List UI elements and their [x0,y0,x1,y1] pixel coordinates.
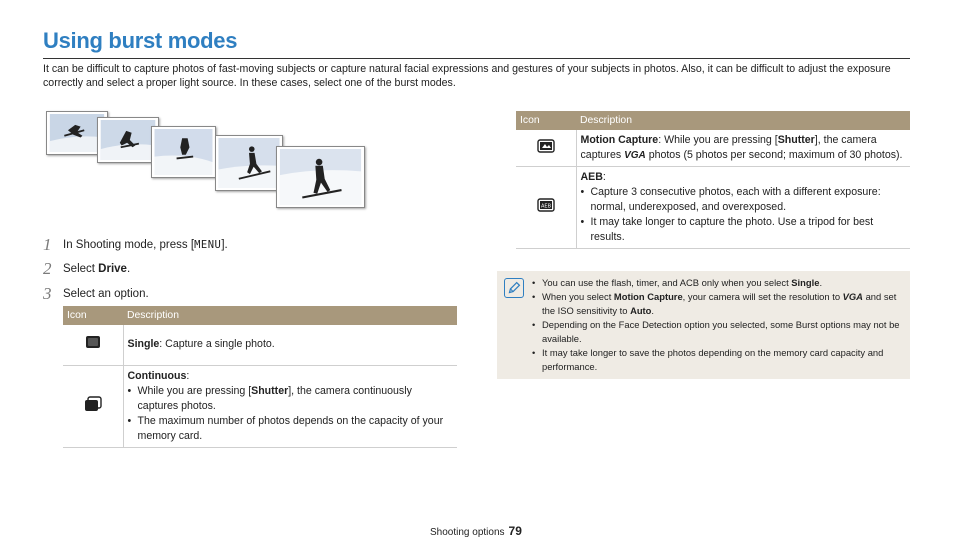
note-box [497,271,910,379]
aeb-icon [537,198,555,212]
page-footer [430,524,522,538]
footer-section: Shooting options [430,527,505,538]
list-item: • The maximum number of photos depends on the capacity of your memory card. [128,414,454,444]
table-row: Single: Capture a single photo. [63,325,457,365]
burst-photo-4 [215,135,283,191]
list-item: • Capture 3 consecutive photos, each with a different exposure: normal, underexposed, and overexposed. [581,185,907,215]
column-header-icon: Icon [63,306,123,325]
motion-capture-icon [537,139,555,153]
page-number: 79 [508,524,522,538]
step-1: 1 In Shooting mode, press [MENU]. [43,235,228,254]
burst-photo-5 [276,146,365,208]
step-3: 3 Select an option. [43,284,149,303]
list-item: • While you are pressing [Shutter], the camera continuously captures photos. [128,384,454,414]
snowboarder-photo-4 [218,138,280,188]
snowboarder-photo-5 [279,149,362,205]
title-rule [43,58,910,59]
column-header-icon: Icon [516,111,576,130]
step-number: 3 [43,284,52,303]
drive-options-table [63,306,457,448]
snowboarder-photo-3 [154,129,213,175]
step-number: 1 [43,235,52,254]
bullet-list [581,185,907,245]
burst-photo-2 [97,117,159,163]
intro-paragraph: It can be difficult to capture photos of fast-moving subjects or capture natural facial expressions and gestures of your subjects in photos. Also, it can be difficult to adjust the exposure correctly and select a proper light source. In these cases, select one of the burst modes. [43,63,891,89]
burst-photo-3 [151,126,216,178]
vga-resolution-icon: VGA [624,150,646,161]
menu-key: MENU [194,239,222,251]
table-row: AEB AEB: • Capture 3 consecutive photos, each with a different exposure: normal, underexposed, and overexposed. • It may take longer to capture the photo. Use a tripod for best results. [516,167,910,249]
table-row: Continuous: • While you are pressing [Shutter], the camera continuously captures photos. • The maximum number of photos depends on the capacity of your memory card. [63,365,457,447]
step-number: 2 [43,259,52,278]
list-item: • It may take longer to save the photos depending on the memory card capacity and performance. [532,346,902,374]
burst-photo-stack [44,108,374,216]
snowboarder-photo-2 [100,120,156,160]
vga-resolution-icon: VGA [842,291,863,302]
bullet-list [128,384,454,444]
note-list [532,276,902,374]
table-row: Motion Capture: While you are pressing [Shutter], the camera captures VGA photos (5 photos per second; maximum of 30 photos). [516,130,910,167]
svg-text:AEB: AEB [540,203,551,210]
page-title: Using burst modes [43,28,238,53]
column-header-description: Description [123,306,457,325]
list-item: • It may take longer to capture the photo. Use a tripod for best results. [581,215,907,245]
step-2: 2 Select Drive. [43,259,131,278]
continuous-shot-icon [84,396,102,412]
burst-options-table [516,111,910,249]
list-item: • When you select Motion Capture, your camera will set the resolution to VGA and set the ISO sensitivity to Auto. [532,290,902,318]
list-item: • You can use the flash, timer, and ACB only when you select Single. [532,276,902,290]
single-shot-icon [85,335,101,349]
column-header-description: Description [576,111,910,130]
list-item: • Depending on the Face Detection option you selected, some Burst options may not be available. [532,318,902,346]
note-pencil-icon [504,278,524,298]
